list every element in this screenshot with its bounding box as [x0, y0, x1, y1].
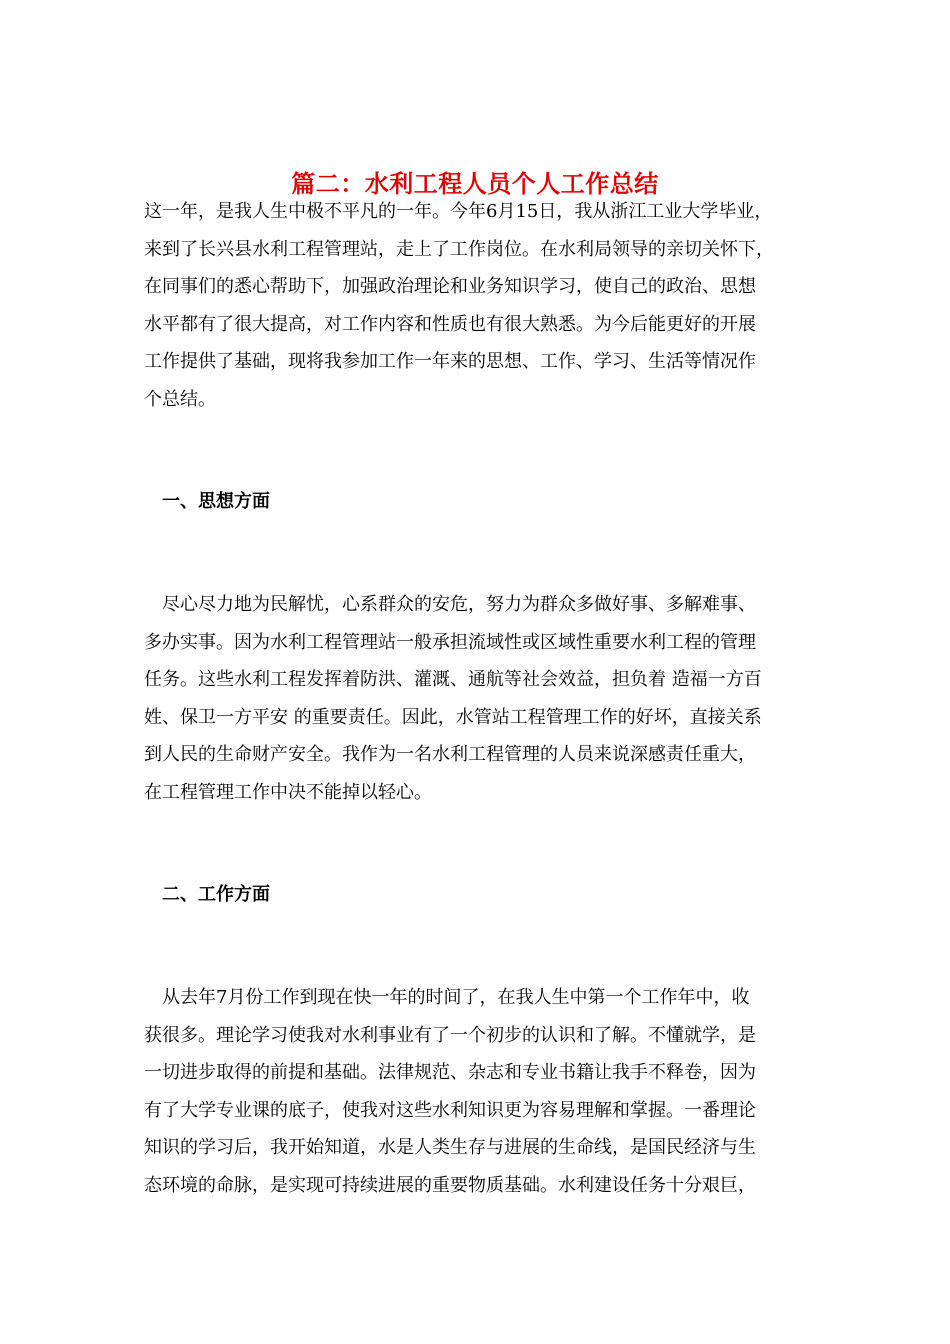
paragraph-line: 从去年7月份工作到现在快一年的时间了，在我人生中第一个工作年中，收	[162, 987, 750, 1008]
paragraph-line: 多办实事。因为水利工程管理站一般承担流域性或区域性重要水利工程的管理	[144, 631, 756, 653]
paragraph-line: 在工程管理工作中决不能掉以轻心。	[144, 781, 432, 803]
paragraph-line: 获很多。理论学习使我对水利事业有了一个初步的认识和了解。不懂就学，是	[144, 1024, 756, 1046]
paragraph-line: 在同事们的悉心帮助下，加强政治理论和业务知识学习，使自己的政治、思想	[144, 276, 756, 298]
intro-paragraph	[144, 193, 804, 419]
section-paragraph-thought	[144, 586, 804, 812]
paragraph-line: 态环境的命脉，是实现可持续进展的重要物质基础。水利建设任务十分艰巨，	[144, 1174, 756, 1196]
paragraph-line: 工作提供了基础，现将我参加工作一年来的思想、工作、学习、生活等情况作	[144, 351, 756, 373]
paragraph-line: 个总结。	[144, 388, 216, 410]
section-heading-thought: 一、思想方面	[162, 491, 270, 512]
paragraph-line: 一切进步取得的前提和基础。法律规范、杂志和专业书籍让我手不释卷，因为	[144, 1062, 756, 1084]
paragraph-line: 到人民的生命财产安全。我作为一名水利工程管理的人员来说深感责任重大，	[144, 744, 756, 766]
paragraph-line: 尽心尽力地为民解忧，心系群众的安危，努力为群众多做好事、多解难事、	[162, 594, 756, 615]
paragraph-line: 水平都有了很大提高，对工作内容和性质也有很大熟悉。为今后能更好的开展	[144, 313, 756, 335]
section-paragraph-work	[144, 979, 804, 1205]
document-title: 篇二：水利工程人员个人工作总结	[291, 169, 659, 199]
paragraph-line: 知识的学习后，我开始知道，水是人类生存与进展的生命线，是国民经济与生	[144, 1137, 756, 1159]
paragraph-line: 任务。这些水利工程发挥着防洪、灌溉、通航等社会效益，担负着 造福一方百	[144, 669, 762, 691]
paragraph-line: 来到了长兴县水利工程管理站，走上了工作岗位。在水利局领导的亲切关怀下，	[144, 238, 774, 260]
section-heading-work: 二、工作方面	[162, 884, 270, 905]
paragraph-line: 姓、保卫一方平安 的重要责任。因此，水管站工程管理工作的好坏，直接关系	[144, 706, 762, 728]
paragraph-line: 有了大学专业课的底子，使我对这些水利知识更为容易理解和掌握。一番理论	[144, 1099, 756, 1121]
paragraph-line: 这一年，是我人生中极不平凡的一年。今年6月15日，我从浙江工业大学毕业，	[144, 201, 773, 222]
